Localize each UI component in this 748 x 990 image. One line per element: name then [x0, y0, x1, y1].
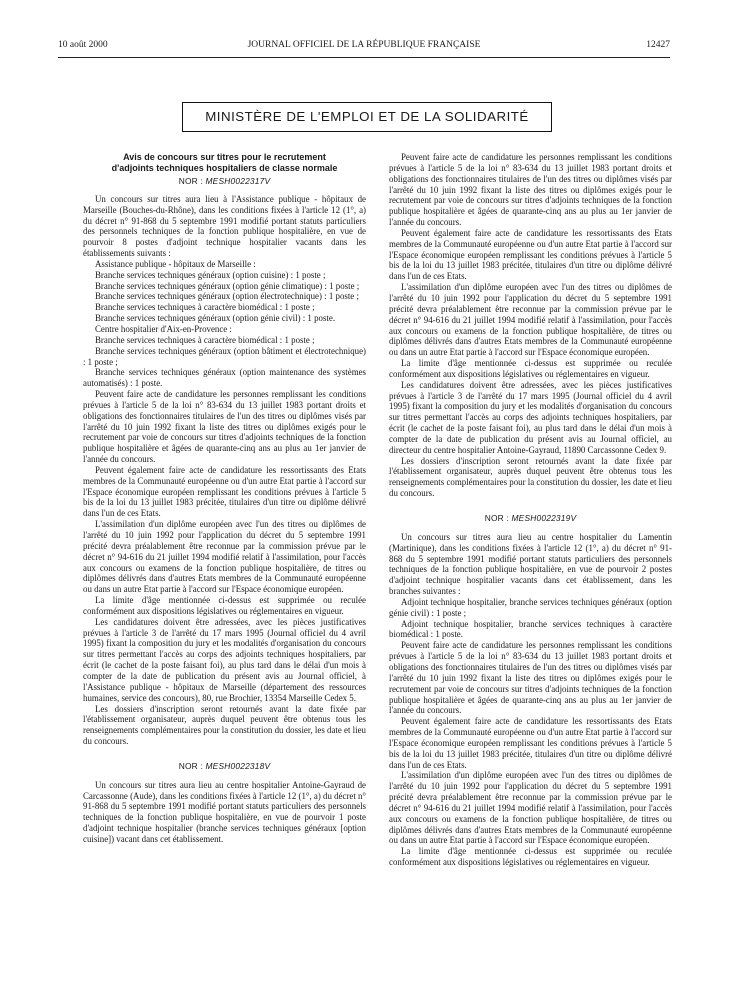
paragraph: L'assimilation d'un diplôme européen avec l'un des titres ou diplômes de l'arrêté du 10 juin 1992 pour l'application du décret du 5 septembre 1991 précité devra préalablement être reconnue par la commission prévue par le décret n° 94-616 du 21 juillet 1994 modifié relatif à l'assimilation, pour l'accès aux concours ou examens de la fonction publique hospitalière, de titres ou diplômes délivrés dans d'autres Etats membres de la Communauté européenne ou dans un autre Etat partie à l'accord sur l'Espace économique européen. [389, 282, 672, 358]
paragraph: Les candidatures doivent être adressées, avec les pièces justificatives prévues à l'article 3 de l'arrêté du 17 mars 1995 (Journal officiel du 4 avril 1995) fixant la composition du jury et les modalités d'organisation du concours sur titres permettant l'accès au corps des adjoints techniques hospitaliers, par écrit (le cachet de la poste faisant foi), au plus tard dans le délai d'un mois à compter de la date de publication du présent avis au Journal officiel, à l'Assistance publique - hôpitaux de Marseille (département des ressources humaines, service des concours), 80, rue Brochier, 13354 Marseille Cedex 5. [83, 616, 366, 703]
right-column [389, 152, 672, 868]
paragraph: Branche services techniques généraux (option maintenance des systèmes automatisés) : 1 poste. [83, 367, 366, 389]
paragraph: Assistance publique - hôpitaux de Marseille : [95, 258, 256, 269]
journal-title: JOURNAL OFFICIEL DE LA RÉPUBLIQUE FRANÇAISE [247, 40, 481, 50]
paragraph: Adjoint technique hospitalier, branche services techniques à caractère biomédical : 1 poste. [389, 618, 672, 640]
nor-reference-2 [83, 761, 366, 772]
paragraph: Branche services techniques à caractère biomédical : 1 poste ; [95, 334, 315, 345]
notice-body-2-continued [389, 152, 672, 499]
paragraph: Un concours sur titres aura lieu au centre hospitalier du Lamentin (Martinique), dans les conditions fixées à l'article 12 (1°, a) du décret n° 91-868 du 5 septembre 1991 modifié portant statuts particuliers des personnels techniques de la fonction publique hospitalière, en vue de pourvoir 2 postes d'adjoint technique hospitalier vacants dans cet établissement, dans les branches suivantes : [389, 531, 672, 597]
notice-body-1 [83, 194, 366, 747]
paragraph: Un concours sur titres aura lieu au centre hospitalier Antoine-Gayraud de Carcassonne (Aude), dans les conditions fixées à l'article 12 (1°, a) du décret n° 91-868 du 5 septembre 1991 modifié portant statuts particuliers des personnels techniques de la fonction publique hospitalière, en vue de pourvoir 1 poste d'adjoint technique hospitalier (branche services techniques généraux [option cuisine]) vacant dans cet établissement. [83, 779, 366, 844]
paragraph: La limite d'âge mentionnée ci-dessus est supprimée ou reculée conformément aux dispositions législatives ou réglementaires en vigueur. [83, 595, 366, 616]
paragraph: Les candidatures doivent être adressées, avec les pièces justificatives prévues à l'article 3 de l'arrêté du 17 mars 1995 (Journal officiel du 4 avril 1995) fixant la composition du jury et les modalités d'organisation du concours sur titres permettant l'accès au corps des adjoints techniques hospitaliers, par écrit (le cachet de la poste faisant foi), au plus tard dans le délai d'un mois à compter de la date de publication du présent avis au Journal officiel, au directeur du centre hospitalier Antoine-Gayraud, 11890 Carcassonne Cedex 9. [389, 379, 672, 455]
paragraph: Branche services techniques généraux (option électrotechnique) : 1 poste ; [95, 291, 359, 302]
paragraph: Peuvent faire acte de candidature les personnes remplissant les conditions prévues à l'article 5 de la loi n° 83-634 du 13 juillet 1983 portant droits et obligations des fonctionnaires titulaires de l'un des titres ou diplômes visés par l'arrêté du 10 juin 1992 fixant la liste des titres ou diplômes exigés pour le recrutement par voie de concours sur titres d'adjoints techniques de la fonction publique hospitalière et âgées de quarante-cinq ans au plus au 1er janvier de l'année du concours. [389, 640, 672, 716]
header-rule [58, 57, 670, 58]
paragraph: Branche services techniques généraux (option génie civil) : 1 poste. [95, 313, 336, 324]
paragraph: L'assimilation d'un diplôme européen avec l'un des titres ou diplômes de l'arrêté du 10 juin 1992 pour l'application du décret du 5 septembre 1991 précité devra préalablement être reconnue par la commission prévue par le décret n° 94-616 du 21 juillet 1994 modifié relatif à l'assimilation, pour l'accès aux concours ou examens de la fonction publique hospitalière, de titres ou diplômes délivrés dans d'autres Etats membres de la Communauté européenne ou dans un autre Etat partie à l'accord sur l'Espace économique européen. [389, 770, 672, 846]
paragraph: La limite d'âge mentionnée ci-dessus est supprimée ou reculée conformément aux dispositions législatives ou réglementaires en vigueur. [389, 846, 672, 868]
paragraph: Peuvent faire acte de candidature les personnes remplissant les conditions prévues à l'article 5 de la loi n° 83-634 du 13 juillet 1983 portant droits et obligations des fonctionnaires titulaires de l'un des titres ou diplômes visés par l'arrêté du 10 juin 1992 fixant la liste des titres ou diplômes exigés pour le recrutement par voie de concours sur titres d'adjoints techniques de la fonction publique hospitalière et âgées de quarante-cinq ans au plus au 1er janvier de l'année du concours. [83, 389, 366, 465]
paragraph: Les dossiers d'inscription seront retournés avant la date fixée par l'établissement organisateur, auprès duquel peuvent être obtenus tous les renseignements complémentaires pour la constitution du dossier, les date et lieu du concours. [83, 703, 366, 747]
notice-title-line-1: Avis de concours sur titres pour le recrutement [123, 152, 326, 162]
paragraph: L'assimilation d'un diplôme européen avec l'un des titres ou diplômes de l'arrêté du 10 juin 1992 pour l'application du décret du 5 septembre 1991 précité devra préalablement être reconnue par la commission prévue par le décret n° 94-616 du 21 juillet 1994 modifié relatif à l'assimilation, pour l'accès aux concours ou examens de la fonction publique hospitalière, de titres ou diplômes délivrés dans d'autres Etats membres de la Communauté européenne ou dans un autre Etat partie à l'accord sur l'Espace économique européen. [83, 519, 366, 595]
nor-code: MESH0022318V [205, 760, 271, 771]
notice-title-line-2: d'adjoints techniques hospitaliers de classe normale [111, 162, 338, 173]
paragraph: Centre hospitalier d'Aix-en-Provence : [95, 323, 232, 334]
paragraph: Peuvent également faire acte de candidature les ressortissants des Etats membres de la Communauté européenne ou d'un autre Etat partie à l'accord sur l'Espace économique européen remplissant les conditions prévues à l'article 5 bis de la loi du 13 juillet 1983 précitée, titulaires d'un titre ou diplôme délivré dans l'un de ces Etats. [389, 227, 672, 282]
paragraph: Branche services techniques généraux (option cuisine) : 1 poste ; [95, 269, 326, 280]
paragraph: Un concours sur titres aura lieu à l'Assistance publique - hôpitaux de Marseille (Bouches-du-Rhône), dans les conditions fixées à l'article 12 (1°, a) du décret n° 91-868 du 5 septembre 1991 modifié portant statuts particuliers des personnels techniques de la fonction publique hospitalière, en vue de pourvoir 8 postes d'adjoint technique hospitalier vacants dans les établissements suivants : [83, 193, 366, 259]
notice-body-2 [83, 780, 366, 845]
paragraph: Les dossiers d'inscription seront retournés avant la date fixée par l'établissement organisateur, auprès duquel peuvent être obtenus tous les renseignements complémentaires pour la constitution du dossier, les date et lieu du concours. [389, 455, 672, 499]
nor-label: NOR : [484, 513, 509, 523]
paragraph: Adjoint technique hospitalier, branche services techniques généraux (option génie civil) : 1 poste ; [389, 596, 672, 618]
issue-date: 10 août 2000 [58, 40, 108, 50]
nor-reference-1 [83, 176, 366, 187]
nor-code: MESH0022319V [511, 513, 577, 523]
paragraph: Branche services techniques à caractère biomédical : 1 poste ; [95, 302, 315, 313]
page-header [58, 40, 670, 54]
notice-body-3 [389, 532, 672, 868]
page-number: 12427 [646, 40, 670, 50]
ministry-heading: MINISTÈRE DE L'EMPLOI ET DE LA SOLIDARITÉ [182, 102, 552, 132]
nor-reference-3 [389, 513, 672, 524]
nor-label: NOR : [178, 176, 203, 186]
paragraph: Peuvent faire acte de candidature les personnes remplissant les conditions prévues à l'article 5 de la loi n° 83-634 du 13 juillet 1983 portant droits et obligations des fonctionnaires titulaires de l'un des titres ou diplômes visés par l'arrêté du 10 juin 1992 fixant la liste des titres ou diplômes exigés pour le recrutement par voie de concours sur titres d'adjoints techniques de la fonction publique hospitalière et âgées de quarante-cinq ans au plus au 1er janvier de l'année du concours. [389, 152, 672, 228]
nor-code: MESH0022317V [205, 176, 271, 186]
paragraph: Branche services techniques généraux (option bâtiment et électrotechnique) : 1 poste ; [83, 345, 366, 367]
left-column [83, 152, 366, 845]
paragraph: Branche services techniques généraux (option génie climatique) : 1 poste ; [95, 280, 360, 291]
paragraph: Peuvent également faire acte de candidature les ressortissants des Etats membres de la Communauté européenne ou d'un autre Etat partie à l'accord sur l'Espace économique européen remplissant les conditions prévues à l'article 5 bis de la loi du 13 juillet 1983 précitée, titulaires d'un titre ou diplôme délivré dans l'un de ces Etats. [389, 716, 672, 770]
paragraph: La limite d'âge mentionnée ci-dessus est supprimée ou reculée conformément aux dispositions législatives ou réglementaires en vigueur. [389, 358, 672, 379]
nor-label: NOR : [178, 760, 203, 771]
paragraph: Peuvent également faire acte de candidature les ressortissants des Etats membres de la Communauté européenne ou d'un autre Etat partie à l'accord sur l'Espace économique européen remplissant les conditions prévues à l'article 5 bis de la loi du 13 juillet 1983 précitée, titulaires d'un titre ou diplôme délivré dans l'un de ces Etats. [83, 464, 366, 519]
